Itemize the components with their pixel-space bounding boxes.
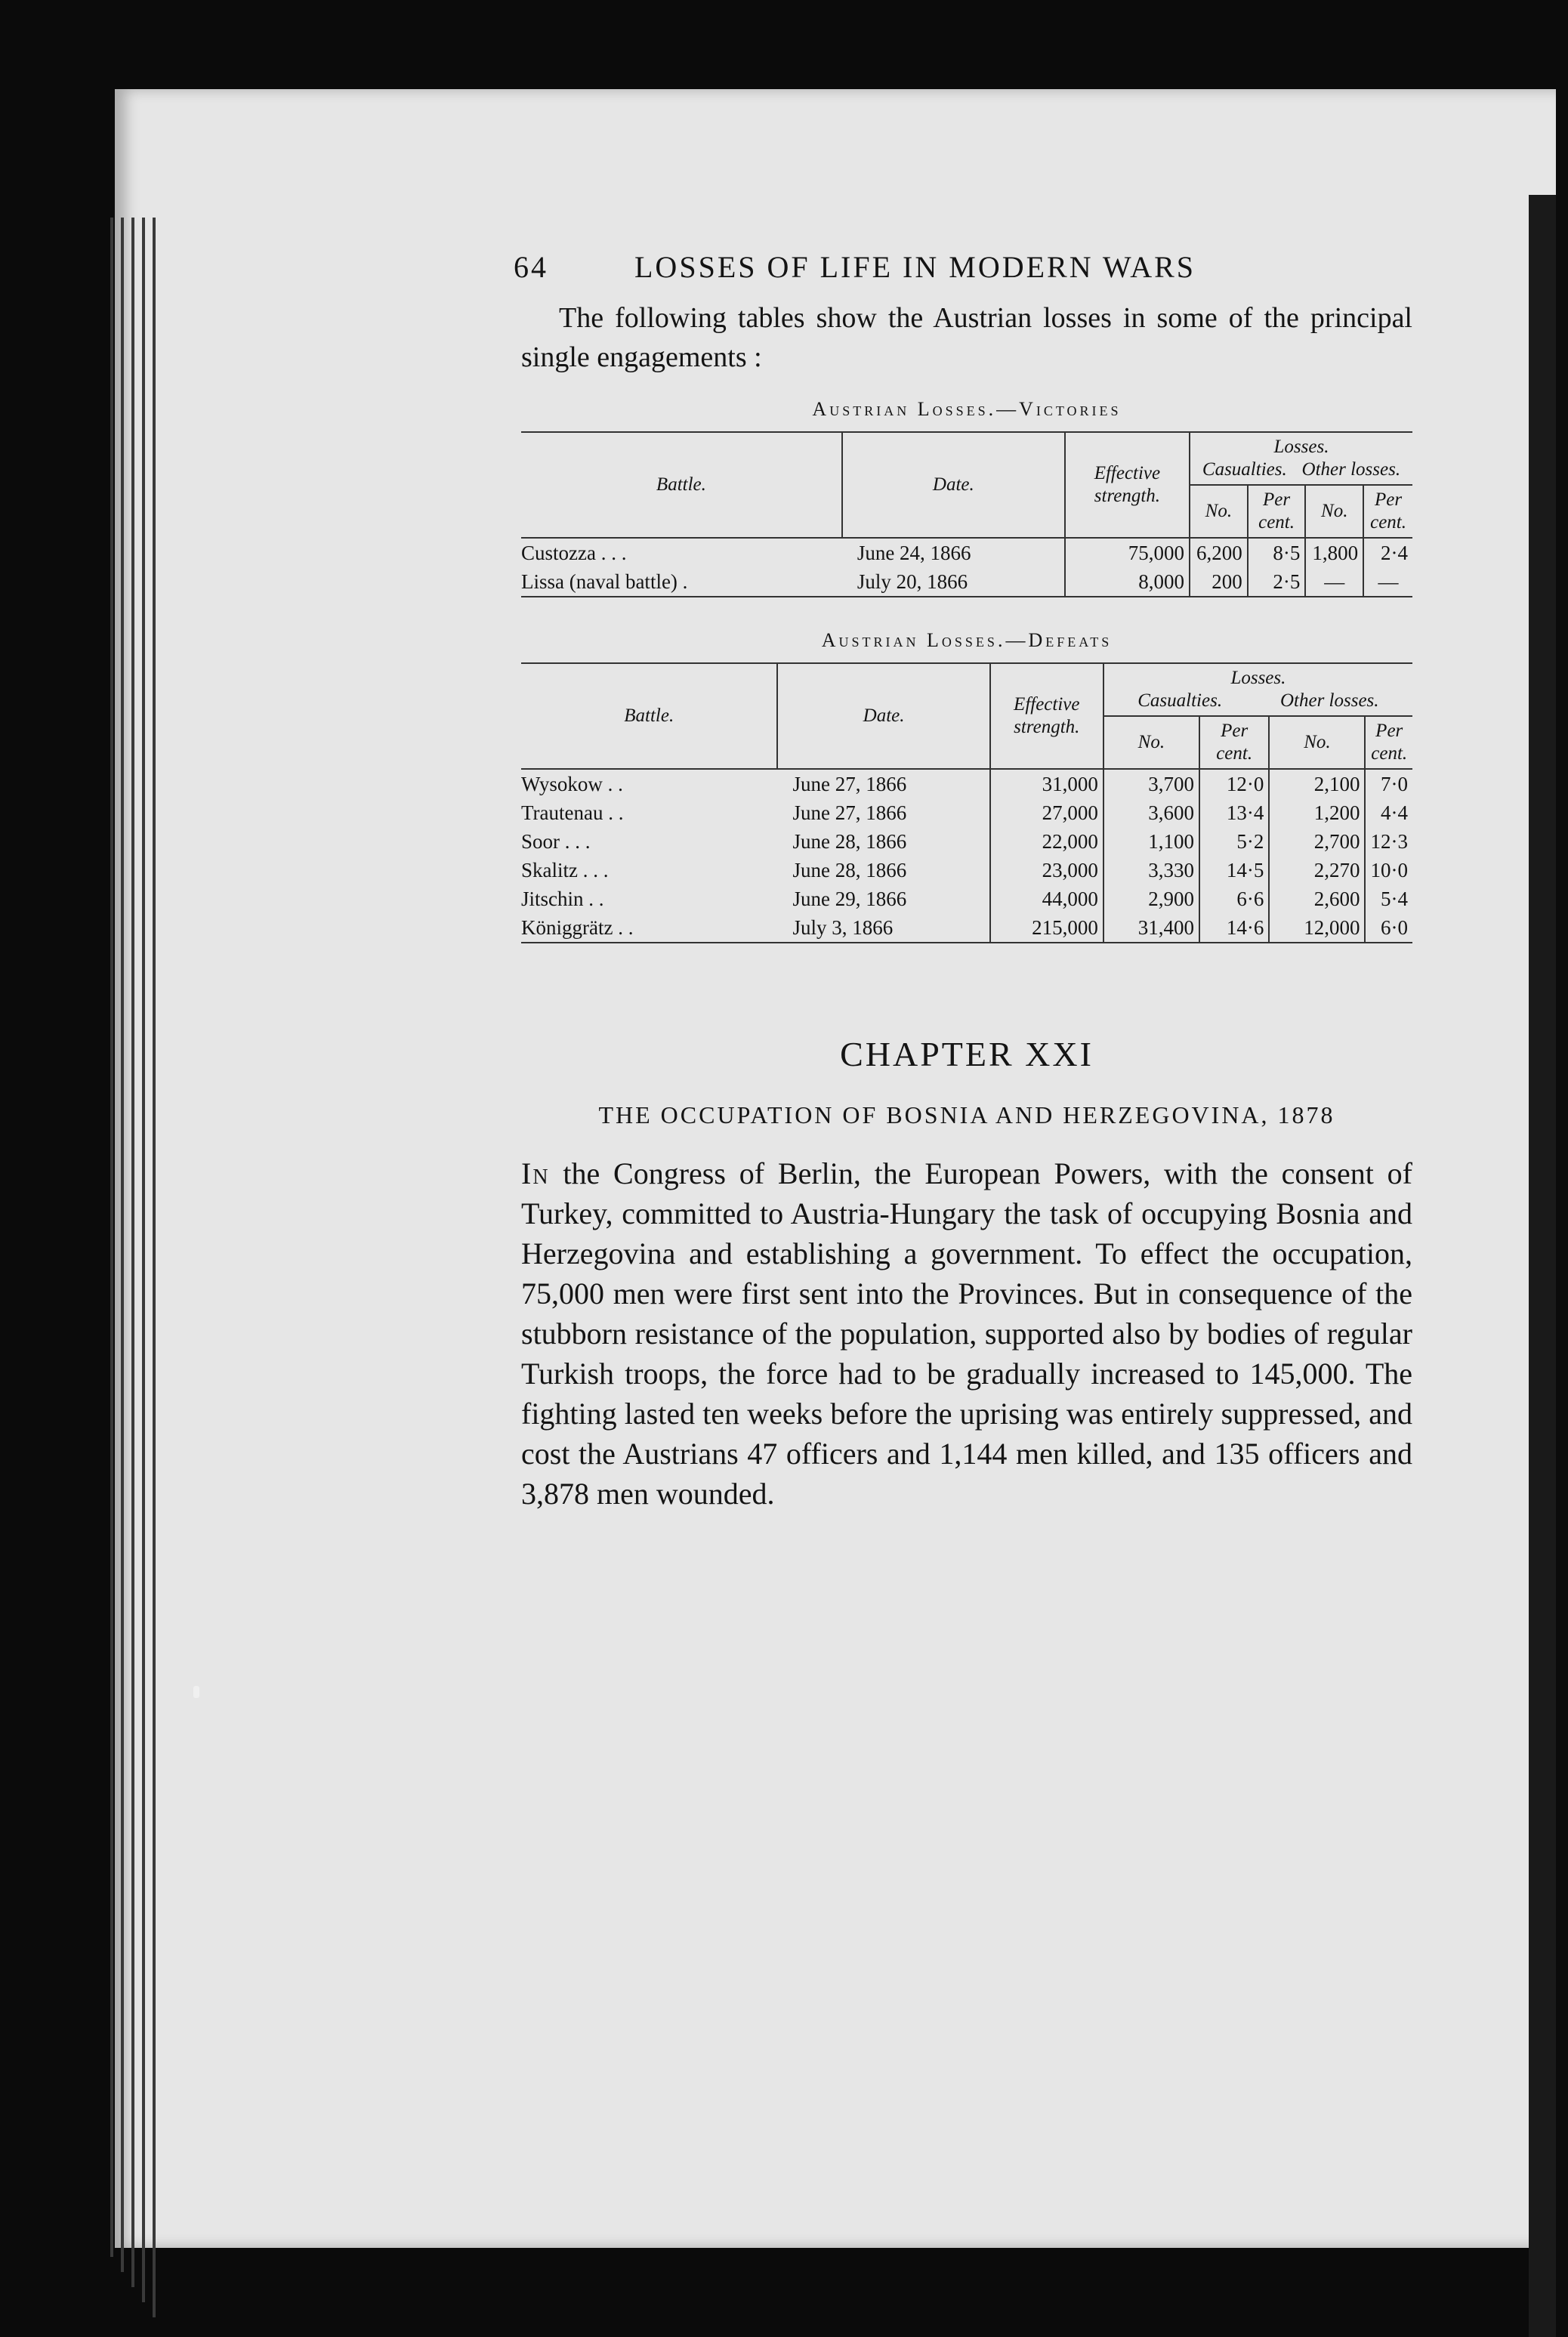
effective-strength: 215,000	[990, 913, 1103, 943]
casualties-no: 200	[1190, 567, 1248, 597]
casualties-pct: 8·5	[1248, 538, 1306, 567]
other-no: 1,200	[1269, 798, 1365, 827]
running-title: LOSSES OF LIFE IN MODERN WARS	[634, 250, 1196, 284]
battle-name: Custozza	[521, 542, 596, 564]
header-other-losses: Other losses.	[1301, 459, 1401, 480]
casualties-no: 1,100	[1103, 827, 1199, 856]
table-row	[521, 827, 1412, 856]
header-date: Date.	[777, 663, 989, 769]
table-row	[521, 913, 1412, 943]
page-content	[514, 249, 1412, 1514]
page-edge	[153, 218, 156, 2317]
leader-dots: . . .	[564, 830, 591, 853]
header-oth-pct: Per cent.	[1365, 716, 1412, 769]
other-no: 2,100	[1269, 769, 1365, 798]
leader-dots: . .	[588, 888, 604, 910]
header-cas-pct: Per cent.	[1248, 485, 1306, 538]
header-casualties: Casualties.	[1202, 459, 1287, 480]
leader-dots: . .	[607, 773, 623, 795]
battle-name: Jitschin	[521, 888, 584, 910]
chapter-heading: CHAPTER XXI	[840, 1035, 1094, 1073]
leader-dots: .	[682, 570, 688, 593]
table-row	[521, 884, 1412, 913]
effective-strength: 23,000	[990, 856, 1103, 884]
table-row	[521, 856, 1412, 884]
casualties-pct: 14·5	[1199, 856, 1269, 884]
page-edge	[142, 218, 145, 2302]
casualties-pct: 5·2	[1199, 827, 1269, 856]
other-pct: —	[1363, 567, 1412, 597]
battle-date: June 27, 1866	[792, 801, 907, 824]
scan-speck	[193, 1686, 199, 1698]
battle-date: June 28, 1866	[792, 830, 907, 853]
other-no: 2,270	[1269, 856, 1365, 884]
battle-name: Wysokow	[521, 773, 603, 795]
other-pct: 4·4	[1365, 798, 1412, 827]
header-date: Date.	[842, 432, 1065, 538]
header-losses	[1103, 663, 1412, 716]
other-pct: 7·0	[1365, 769, 1412, 798]
casualties-pct: 14·6	[1199, 913, 1269, 943]
leader-dots: . .	[618, 916, 634, 939]
casualties-pct: 6·6	[1199, 884, 1269, 913]
header-effective-strength: Effective strength.	[990, 663, 1103, 769]
page-number: 64	[514, 250, 548, 284]
header-oth-no: No.	[1269, 716, 1365, 769]
effective-strength: 22,000	[990, 827, 1103, 856]
casualties-no: 6,200	[1190, 538, 1248, 567]
other-no: 2,600	[1269, 884, 1365, 913]
leader-dots: . . .	[600, 542, 627, 564]
header-losses	[1190, 432, 1412, 485]
first-word: In	[521, 1156, 550, 1190]
header-oth-no: No.	[1305, 485, 1363, 538]
effective-strength: 27,000	[990, 798, 1103, 827]
battle-name: Lissa (naval battle)	[521, 570, 678, 593]
other-pct: 5·4	[1365, 884, 1412, 913]
defeats-table	[521, 662, 1412, 943]
header-cas-no: No.	[1190, 485, 1248, 538]
casualties-pct: 13·4	[1199, 798, 1269, 827]
battle-date: July 3, 1866	[777, 913, 989, 943]
binding-shadow	[1529, 195, 1556, 2337]
effective-strength: 8,000	[1065, 567, 1190, 597]
casualties-pct: 12·0	[1199, 769, 1269, 798]
casualties-no: 2,900	[1103, 884, 1199, 913]
defeats-table-title: Austrian Losses.—Defeats	[821, 629, 1113, 651]
header-casualties: Casualties.	[1137, 690, 1223, 711]
effective-strength: 31,000	[990, 769, 1103, 798]
casualties-pct: 2·5	[1248, 567, 1306, 597]
battle-date: June 27, 1866	[792, 773, 907, 795]
header-cas-pct: Per cent.	[1199, 716, 1269, 769]
casualties-no: 31,400	[1103, 913, 1199, 943]
other-no: 12,000	[1269, 913, 1365, 943]
leader-dots: . .	[608, 801, 624, 824]
running-head	[514, 249, 1412, 285]
effective-strength: 44,000	[990, 884, 1103, 913]
header-losses-label: Losses.	[1273, 437, 1329, 457]
battle-date: July 20, 1866	[842, 567, 1065, 597]
page-edge	[121, 218, 124, 2272]
battle-name: Skalitz	[521, 859, 578, 881]
page-edge	[110, 218, 113, 2257]
header-cas-no: No.	[1103, 716, 1199, 769]
intro-paragraph: The following tables show the Austrian losses in some of the principal single engagements :	[521, 302, 1412, 373]
table-row	[521, 798, 1412, 827]
header-effective-strength: Effective strength.	[1065, 432, 1190, 538]
other-no: 2,700	[1269, 827, 1365, 856]
other-pct: 10·0	[1365, 856, 1412, 884]
other-no: —	[1305, 567, 1363, 597]
battle-date: June 24, 1866	[857, 542, 971, 564]
victories-table-title: Austrian Losses.—Victories	[812, 398, 1122, 420]
table-row	[521, 567, 1412, 597]
header-other-losses: Other losses.	[1279, 690, 1379, 711]
chapter-body	[521, 1153, 1412, 1514]
header-battle: Battle.	[521, 663, 777, 769]
casualties-no: 3,700	[1103, 769, 1199, 798]
battle-name: Soor	[521, 830, 560, 853]
header-battle: Battle.	[521, 432, 842, 538]
body-text: the Congress of Berlin, the European Powers, with the consent of Turkey, committed to Austria-Hungary the task of occupying Bosnia and Herzegovina and establishing a government. To effect the occupation, 75,000 men were first sent into the Provinces. But in consequence of the stubborn resistance of the population, supported also by bodies of regular Turkish troops, the force had to be gradually increased to 145,000. The fighting lasted ten weeks before the uprising was entirely suppressed, and cost the Austrians 47 officers and 1,144 men killed, and 135 officers and 3,878 men wounded.	[521, 1156, 1412, 1511]
effective-strength: 75,000	[1065, 538, 1190, 567]
leader-dots: . . .	[582, 859, 609, 881]
casualties-no: 3,600	[1103, 798, 1199, 827]
table-row	[521, 769, 1412, 798]
page-edge	[131, 218, 134, 2287]
other-pct: 2·4	[1363, 538, 1412, 567]
chapter-subtitle: THE OCCUPATION OF BOSNIA AND HERZEGOVINA, 1878	[598, 1101, 1335, 1128]
battle-name: Königgrätz	[521, 916, 613, 939]
victories-table	[521, 431, 1412, 597]
table-row	[521, 538, 1412, 567]
header-losses-label: Losses.	[1230, 668, 1286, 688]
other-pct: 12·3	[1365, 827, 1412, 856]
battle-date: June 28, 1866	[792, 859, 907, 881]
header-oth-pct: Per cent.	[1363, 485, 1412, 538]
other-no: 1,800	[1305, 538, 1363, 567]
battle-name: Trautenau	[521, 801, 603, 824]
battle-date: June 29, 1866	[792, 888, 907, 910]
casualties-no: 3,330	[1103, 856, 1199, 884]
other-pct: 6·0	[1365, 913, 1412, 943]
